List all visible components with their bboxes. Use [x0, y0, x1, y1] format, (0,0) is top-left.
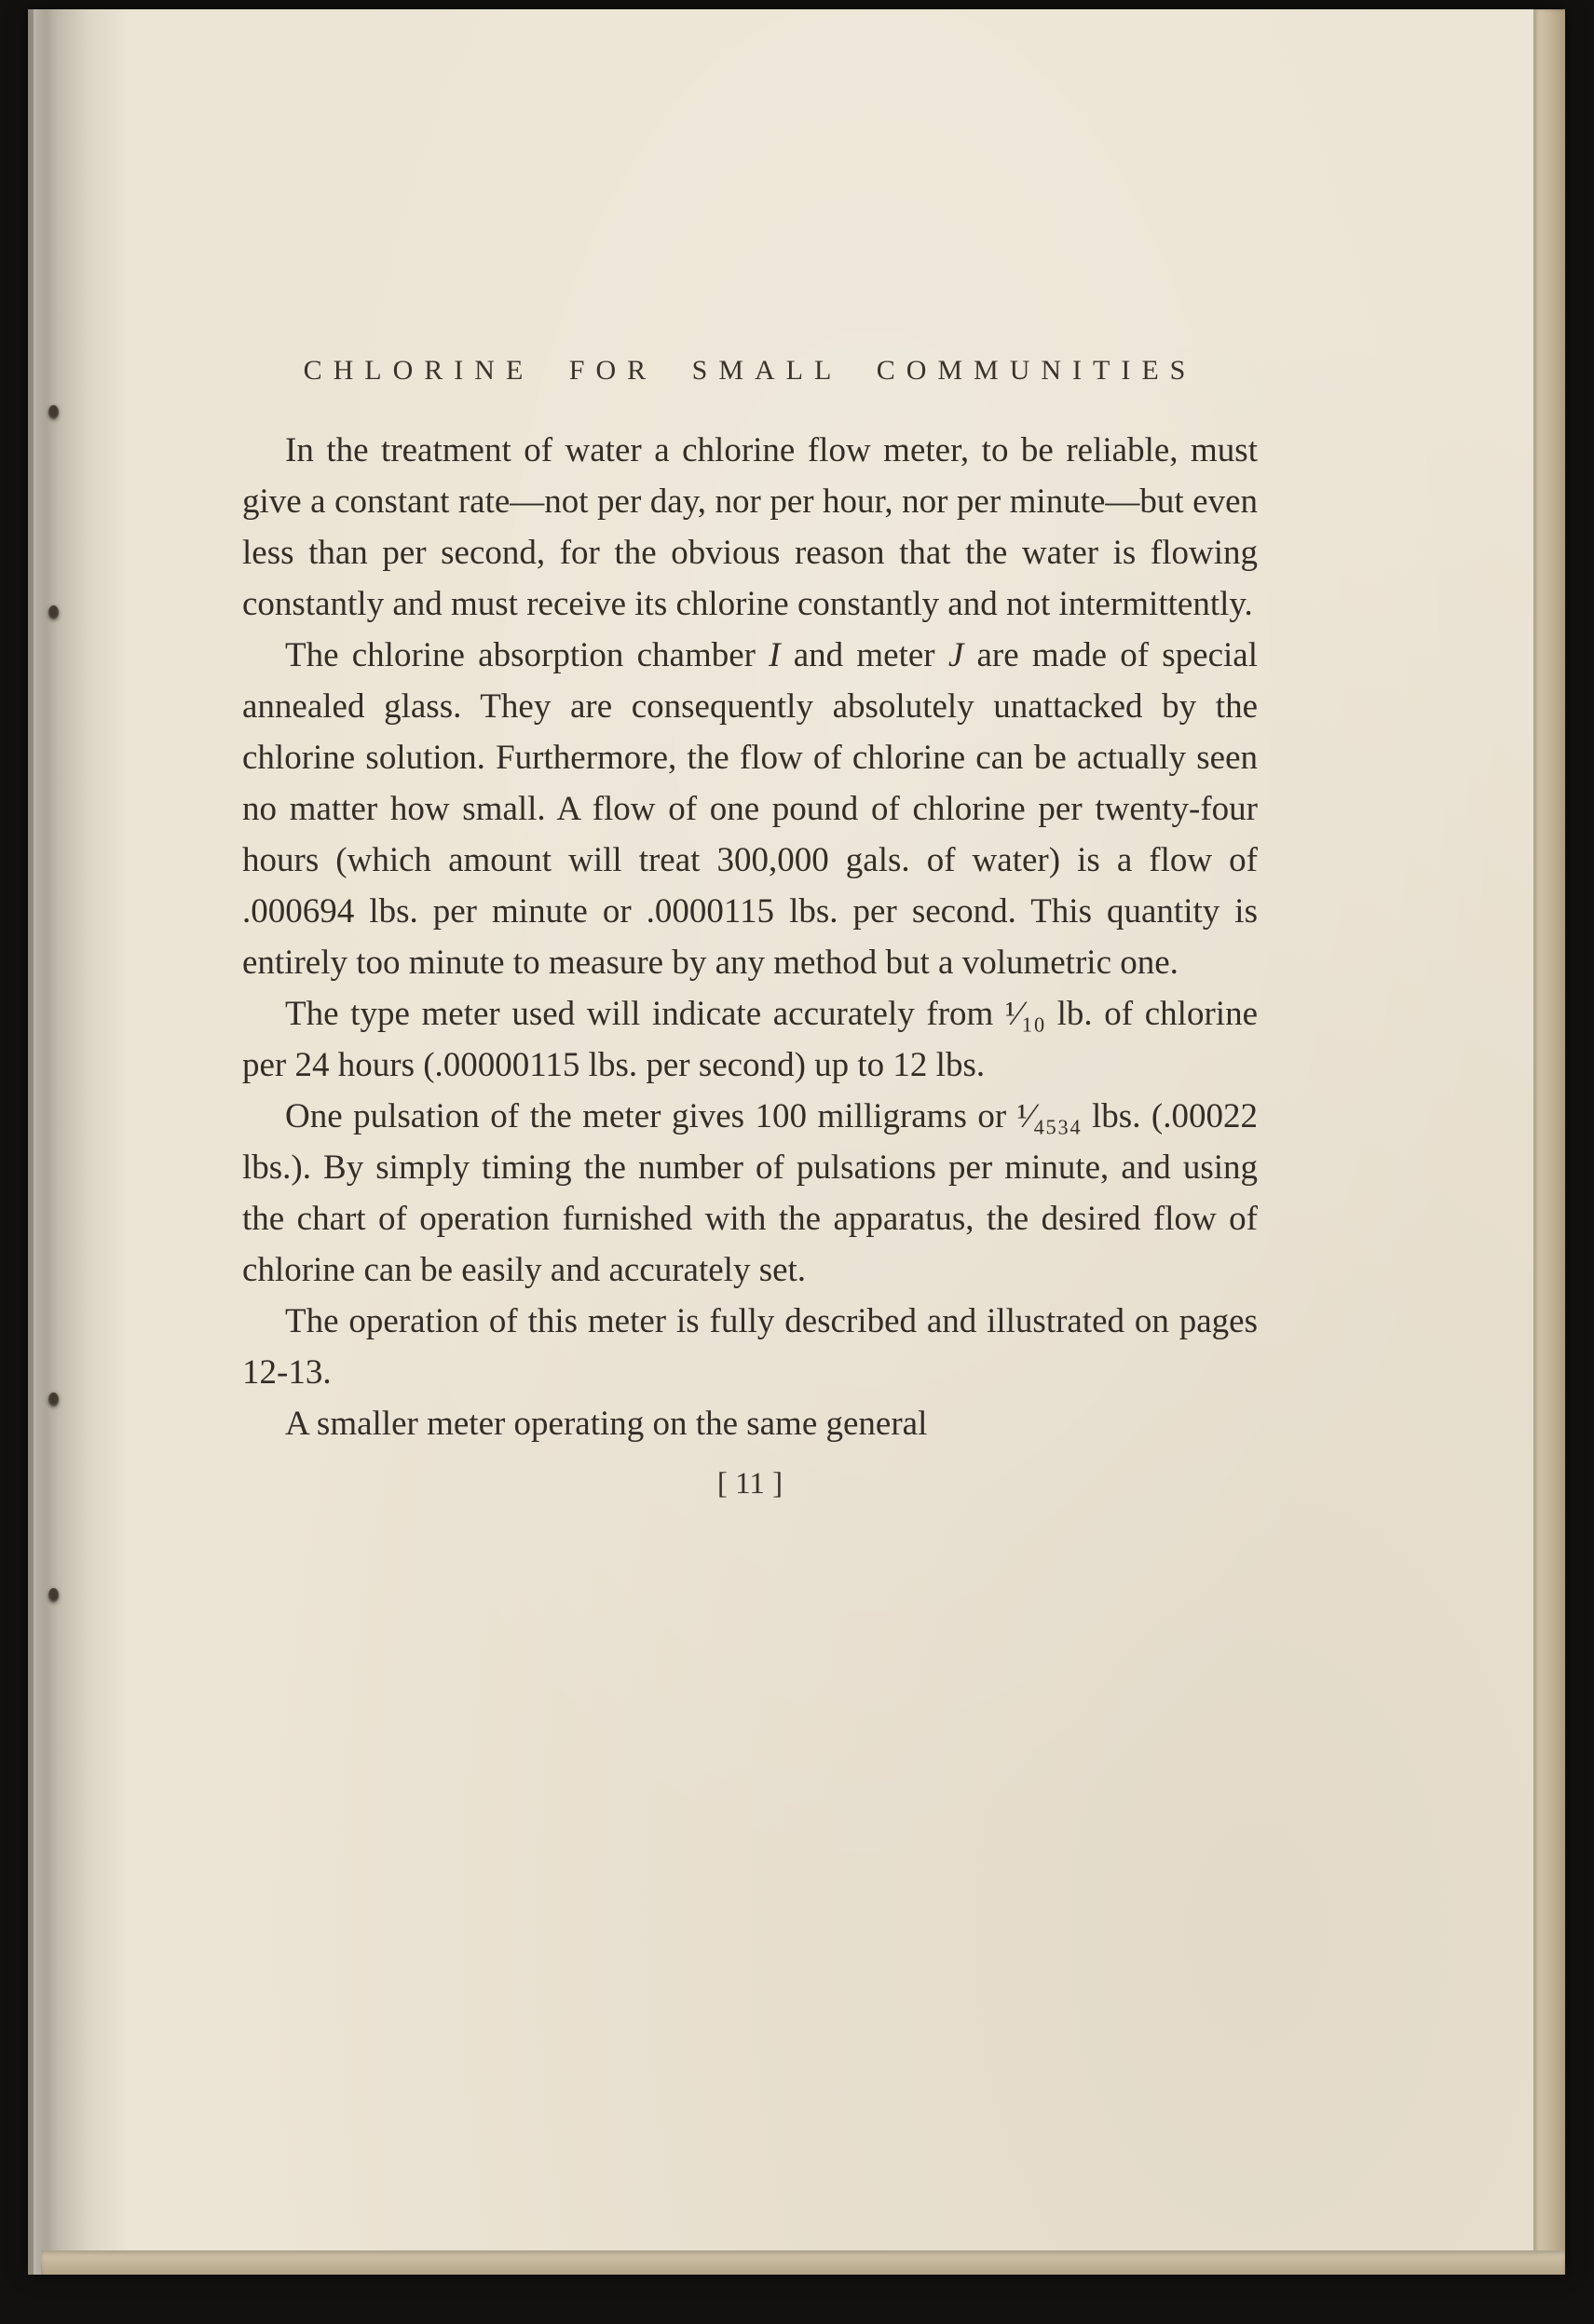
paragraph: [242, 1296, 1258, 1398]
text-segment: J: [947, 636, 964, 674]
text-segment: One pulsation of the meter gives 100 milligrams or ¹⁄₄₅₃₄ lbs. (.00022 lbs.). By simply timing the number of pulsations per minute, and using the chart of operation furnished with the apparatus, the desired flow of chlorine can be easily and accurately set.: [242, 1097, 1258, 1289]
paragraph: [242, 630, 1258, 988]
paragraph: [242, 1398, 1258, 1449]
text-segment: I: [769, 636, 781, 674]
text-segment: A smaller meter operating on the same general: [285, 1405, 928, 1443]
text-segment: In the treatment of water a chlorine flow meter, to be reliable, must give a constant rate—not per day, nor per hour, nor per minute—but even less than per second, for the obvious reason that the water is flowing constantly and must receive its chlorine constantly and not intermittently.: [242, 431, 1258, 623]
page-content: [242, 9, 1258, 1510]
stitch-hole: [48, 405, 59, 419]
page-body: [242, 425, 1258, 1449]
text-segment: are made of special annealed glass. They are consequently absolutely unattacked by the chlorine solution. Furthermore, the flow of chlorine can be actually seen no matter how small. A flow of one pound of chlorine per twenty-four hours (which amount will treat 300,000 gals. of water) is a flow of .000694 lbs. per minute or .0000115 lbs. per second. This quantity is entirely too minute to measure by any method but a volumetric one.: [242, 636, 1258, 982]
paragraph: [242, 1091, 1258, 1296]
page-number: [ 11 ]: [716, 1467, 783, 1501]
text-segment: The chlorine absorption chamber: [285, 636, 770, 674]
text-segment: and meter: [780, 636, 948, 674]
paragraph: [242, 425, 1258, 630]
text-segment: The type meter used will indicate accurately from ¹⁄₁₀ lb. of chlorine per 24 hours (.00000115 lbs. per second) up to 12 lbs.: [242, 995, 1258, 1084]
stitch-hole: [48, 1393, 59, 1407]
book-page: [28, 9, 1565, 2275]
page-stack-edge-bottom: [41, 2250, 1565, 2275]
stitch-hole: [48, 1588, 59, 1602]
page-header: CHLORINE FOR SMALL COMMUNITIES: [303, 355, 1197, 386]
paragraph: [242, 988, 1258, 1091]
binding-highlight: [34, 9, 47, 2275]
page-stack-edge-right: [1533, 9, 1565, 2275]
stitch-hole: [48, 605, 59, 619]
text-segment: The operation of this meter is fully described and illustrated on pages 12-13.: [242, 1302, 1258, 1392]
